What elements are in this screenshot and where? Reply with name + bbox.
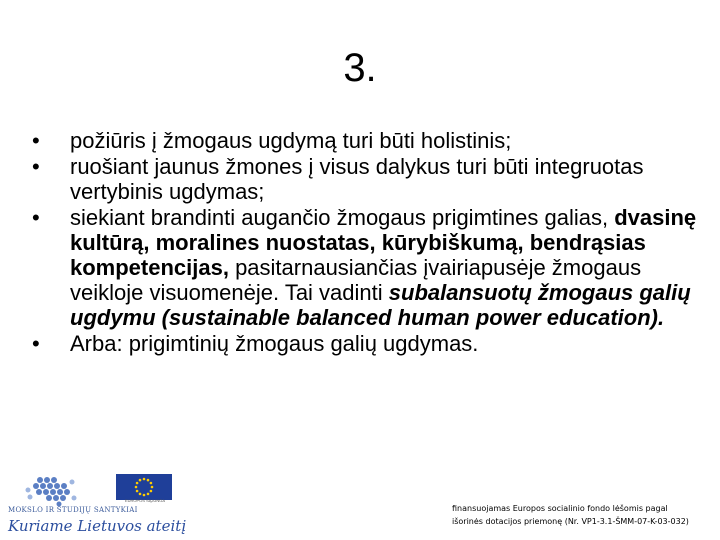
eu-star [143,494,146,497]
bullet-item [30,331,710,356]
eu-star [147,493,150,496]
funding-note-line2: išorinės dotacijos priemonę (Nr. VP1-3.1-ŠMM-07-K-03-032) [452,517,689,526]
funding-note [452,502,714,528]
funding-note-line1: finansuojamas Europos socialinio fondo lėšomis pagal [452,504,668,513]
eu-star [147,479,150,482]
slide-title: 3. [343,46,377,90]
bullet-item [30,128,710,153]
bullet-text: pasitarnausiančias įvairiapusėje žmogaus veikloje visuomenėje. Tai vadinti [70,255,642,305]
bullet-text: Arba: prigimtinių žmogaus galių ugdymas. [70,331,479,356]
bullet-text: požiūris į žmogaus ugdymą turi būti holistinis; [70,128,512,153]
eu-star [139,479,142,482]
eu-flag-icon [116,474,172,512]
eu-star [139,493,142,496]
eu-star [150,482,153,485]
eu-caption: EUROPOS SĄJUNGA [124,498,165,503]
bullet-text: ruošiant jaunus žmones į visus dalykus turi būti integruotas vertybinis ugdymas; [70,154,644,204]
eu-star [143,478,146,481]
bullet-item [30,154,710,204]
bullet-text: dvasinę kultūrą, moralines nuostatas, kūrybiškumą, bendrąsias kompetencijas, [70,205,697,280]
bullet-item [30,205,710,330]
logo-caption: MOKSLO IR STUDIJŲ SANTYKIAI [8,506,138,514]
logo-slogan: Kuriame Lietuvos ateitį [8,517,187,535]
bullet-list [30,128,710,357]
eu-star [136,482,139,485]
eu-star [135,486,138,489]
eu-star [136,490,139,493]
bullet-text: subalansuotų žmogaus galių ugdymu (sustainable balanced human power education). [70,280,691,330]
eu-star [150,490,153,493]
eu-star [151,486,154,489]
bullet-text: siekiant brandinti augančio žmogaus prigimtines galias, [70,205,615,230]
